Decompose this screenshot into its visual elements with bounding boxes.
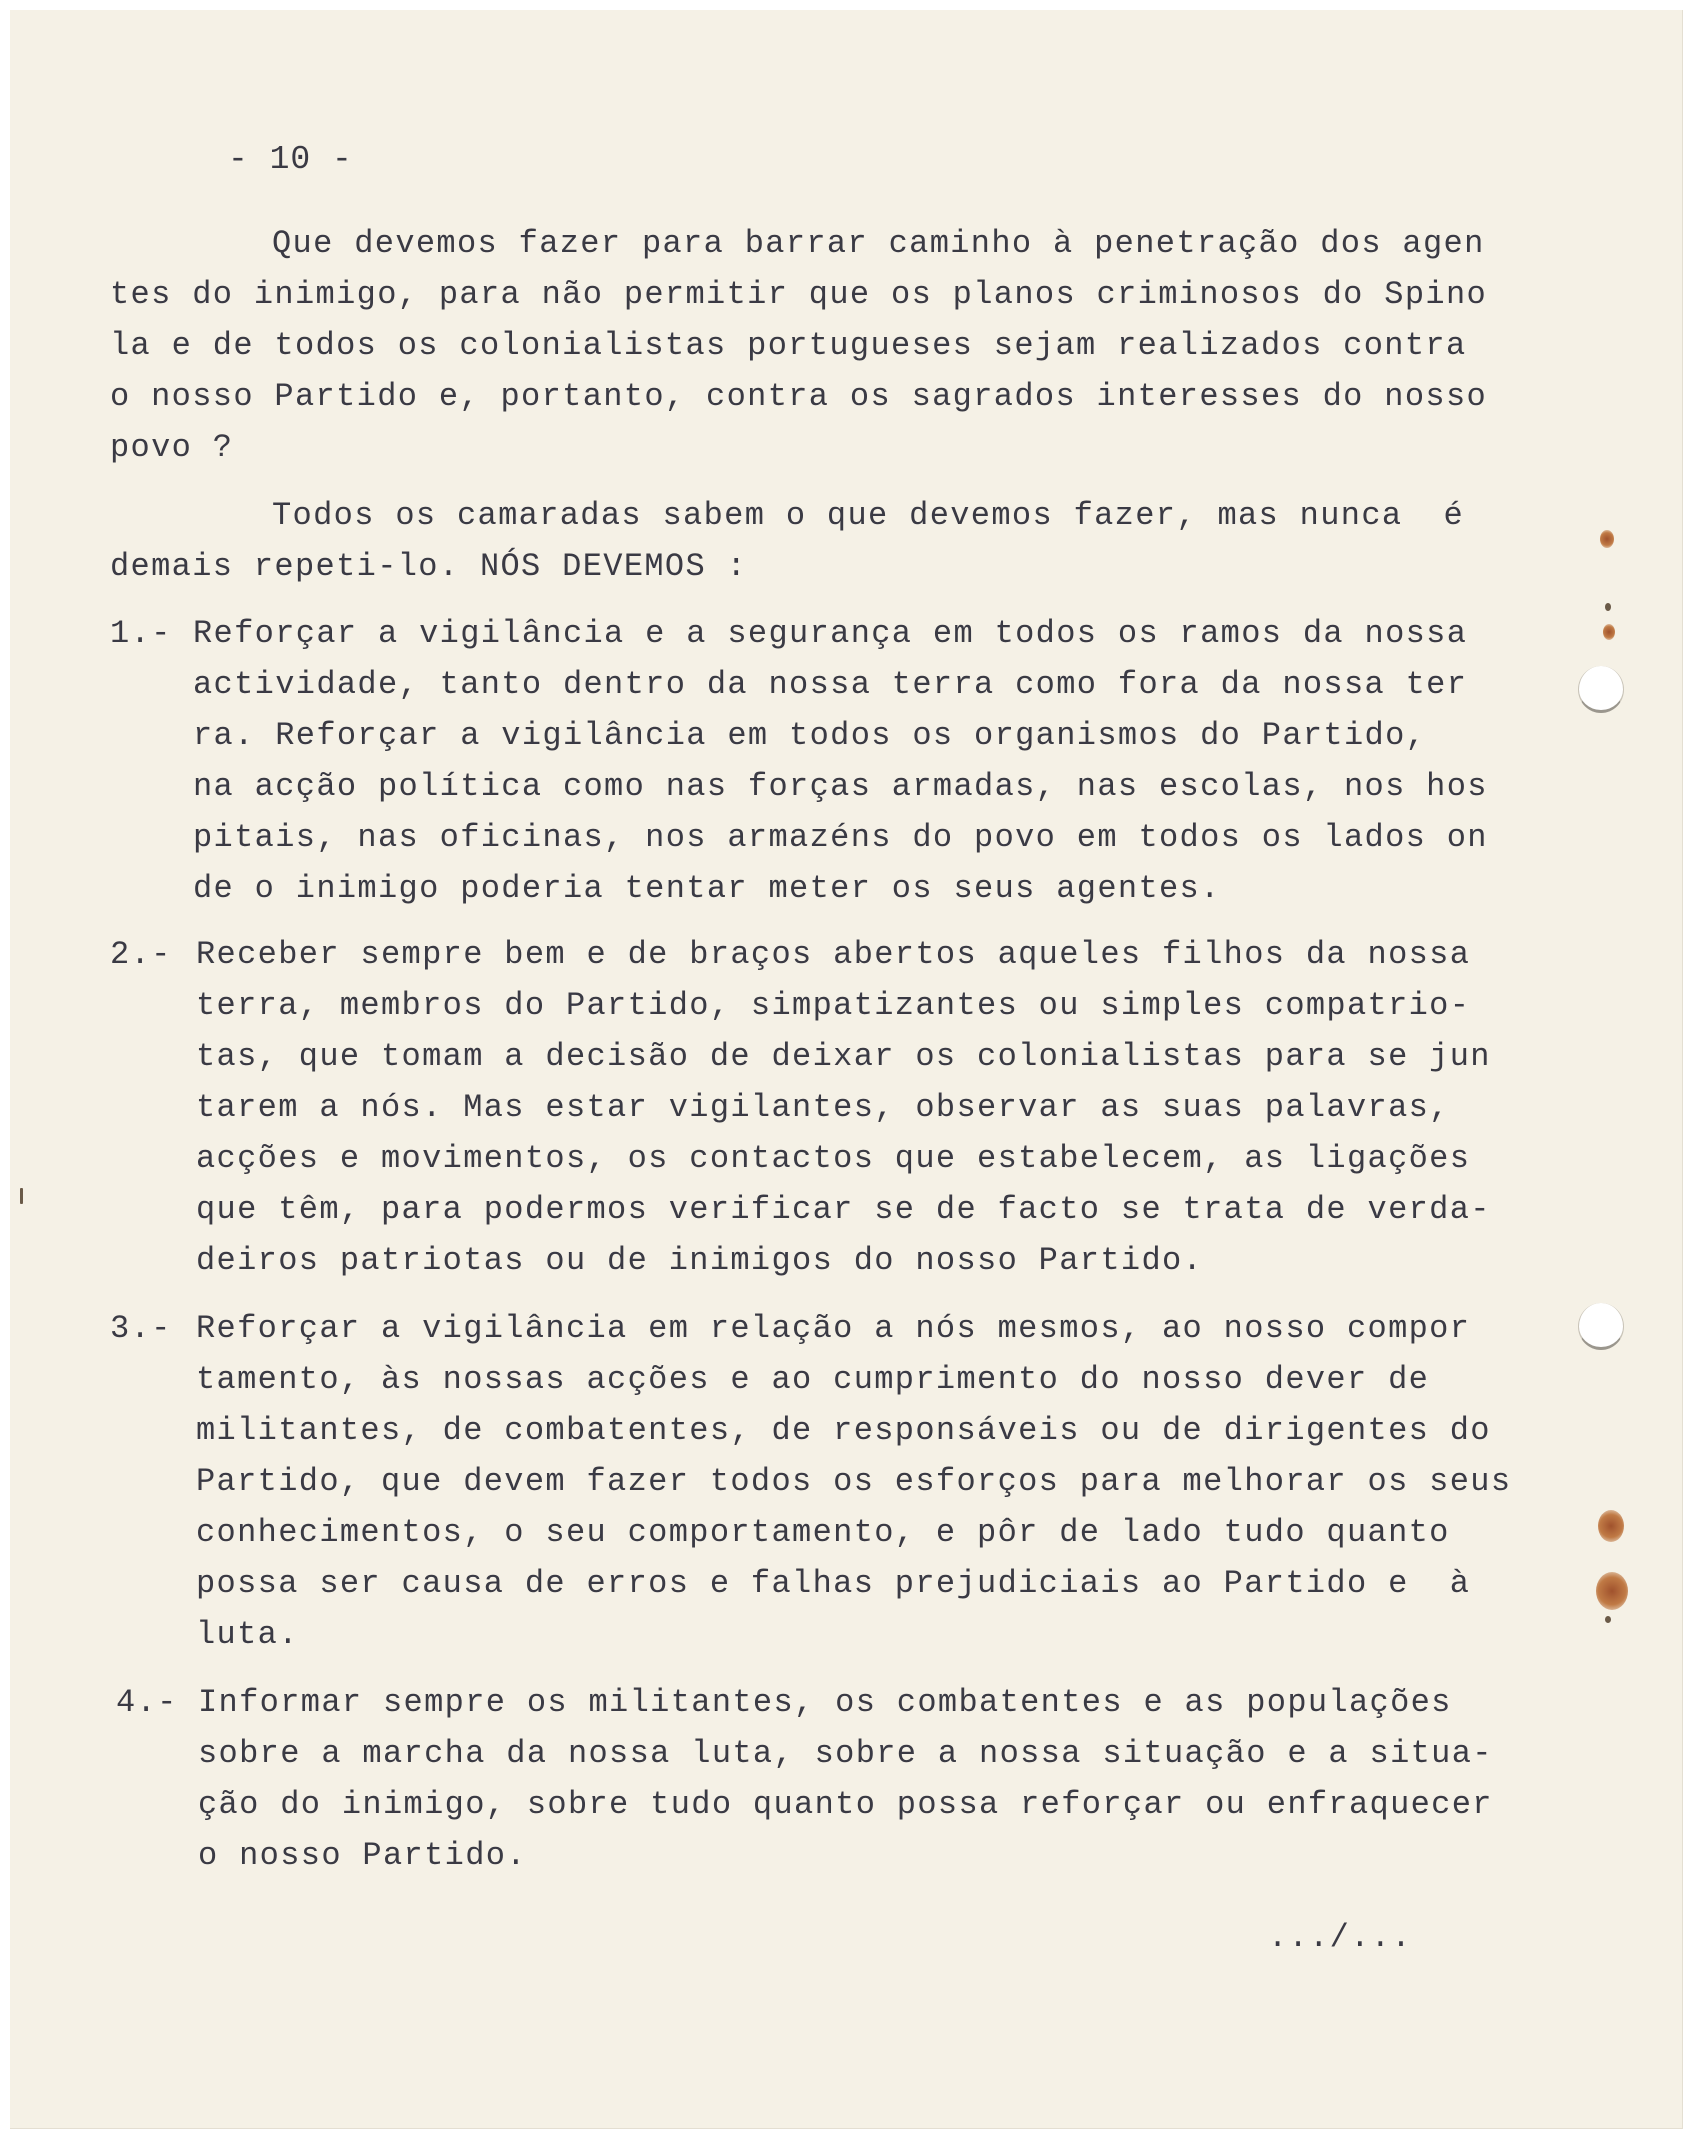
intro-line: la e de todos os colonialistas portugueses sejam realizados contra xyxy=(110,327,1467,364)
item-line: o nosso Partido. xyxy=(198,1837,527,1874)
item-line: possa ser causa de erros e falhas prejudiciais ao Partido e à xyxy=(196,1565,1471,1602)
item-line: militantes, de combatentes, de responsáveis ou de dirigentes do xyxy=(196,1412,1491,1449)
rust-stain xyxy=(1596,1572,1628,1610)
intro-line: Que devemos fazer para barrar caminho à penetração dos agen xyxy=(272,225,1485,262)
punch-hole xyxy=(1578,666,1624,713)
rust-stain xyxy=(1603,624,1615,640)
ink-speck xyxy=(1605,603,1611,611)
item-line: que têm, para podermos verificar se de facto se trata de verda- xyxy=(196,1191,1491,1228)
answer-intro-line: demais repeti-lo. NÓS DEVEMOS : xyxy=(110,548,748,585)
item-number: 3.- xyxy=(110,1310,172,1347)
item-number: 1.- xyxy=(110,615,172,652)
intro-line: o nosso Partido e, portanto, contra os sagrados interesses do nosso xyxy=(110,378,1488,415)
item-line: na acção política como nas forças armadas, nas escolas, nos hos xyxy=(193,768,1488,805)
item-line: Reforçar a vigilância em relação a nós mesmos, ao nosso compor xyxy=(196,1310,1471,1347)
item-line: ra. Reforçar a vigilância em todos os organismos do Partido, xyxy=(193,717,1427,754)
item-line: acções e movimentos, os contactos que estabelecem, as ligações xyxy=(196,1140,1471,1177)
rust-stain xyxy=(1598,1510,1624,1542)
item-number: 4.- xyxy=(116,1684,178,1721)
item-line: tas, que tomam a decisão de deixar os colonialistas para se jun xyxy=(196,1038,1491,1075)
item-line: luta. xyxy=(196,1616,299,1653)
item-line: deiros patriotas ou de inimigos do nosso Partido. xyxy=(196,1242,1204,1279)
item-line: tamento, às nossas acções e ao cumprimento do nosso dever de xyxy=(196,1361,1430,1398)
continuation-mark: .../... xyxy=(1268,1919,1412,1956)
item-line: Reforçar a vigilância e a segurança em todos os ramos da nossa xyxy=(193,615,1468,652)
item-number: 2.- xyxy=(110,936,172,973)
answer-intro-line: Todos os camaradas sabem o que devemos fazer, mas nunca é xyxy=(272,497,1465,534)
rust-stain xyxy=(1600,530,1614,548)
ink-speck xyxy=(1605,1616,1611,1623)
item-line: Partido, que devem fazer todos os esforços para melhorar os seus xyxy=(196,1463,1512,1500)
ink-speck xyxy=(20,1188,23,1204)
item-line: conhecimentos, o seu comportamento, e pôr de lado tudo quanto xyxy=(196,1514,1450,1551)
item-line: de o inimigo poderia tentar meter os seus agentes. xyxy=(193,870,1221,907)
item-line: sobre a marcha da nossa luta, sobre a nossa situação e a situa- xyxy=(198,1735,1493,1772)
intro-line: tes do inimigo, para não permitir que os planos criminosos do Spino xyxy=(110,276,1488,313)
item-line: terra, membros do Partido, simpatizantes ou simples compatrio- xyxy=(196,987,1471,1024)
page-number: - 10 - xyxy=(228,141,353,178)
item-line: Receber sempre bem e de braços abertos aqueles filhos da nossa xyxy=(196,936,1471,973)
item-line: pitais, nas oficinas, nos armazéns do povo em todos os lados on xyxy=(193,819,1488,856)
item-line: actividade, tanto dentro da nossa terra como fora da nossa ter xyxy=(193,666,1468,703)
intro-line: povo ? xyxy=(110,429,234,466)
item-line: Informar sempre os militantes, os combatentes e as populações xyxy=(198,1684,1452,1721)
punch-hole xyxy=(1578,1303,1624,1350)
item-line: tarem a nós. Mas estar vigilantes, observar as suas palavras, xyxy=(196,1089,1450,1126)
item-line: ção do inimigo, sobre tudo quanto possa reforçar ou enfraquecer xyxy=(198,1786,1493,1823)
